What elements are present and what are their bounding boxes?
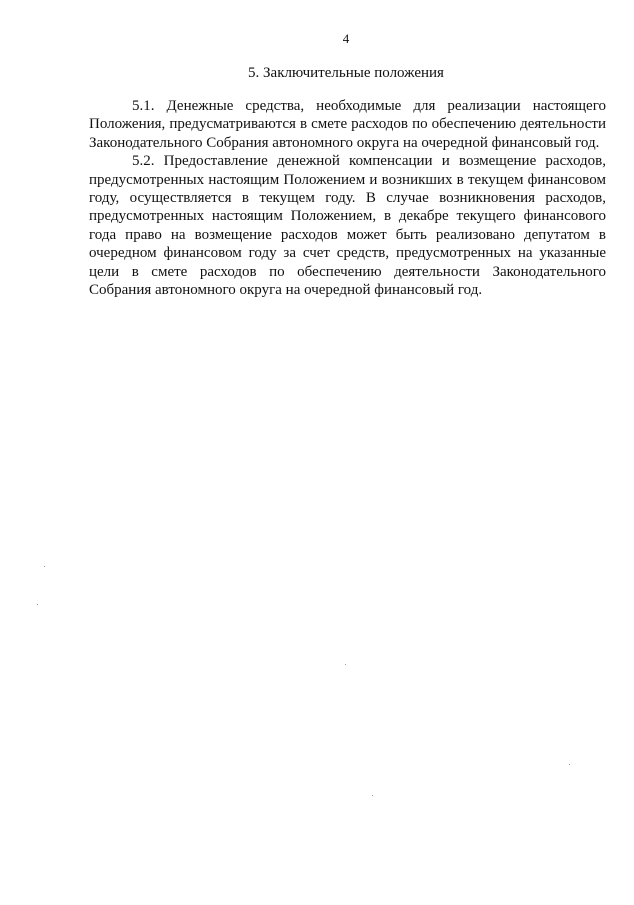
scan-speck	[37, 604, 38, 605]
paragraph-5-1: 5.1. Денежные средства, необходимые для реализации настоящего Положения, предусматриваются в смете расходов по обеспечению деятельности Законодательного Собрания автономного округа на очередной финансовый год.	[89, 98, 606, 151]
scan-speck	[569, 764, 570, 765]
section-title: 5. Заключительные положения	[248, 65, 444, 81]
scan-speck	[345, 664, 346, 665]
scan-speck	[44, 566, 45, 567]
scan-speck	[372, 795, 373, 796]
page-number: 4	[342, 31, 350, 46]
section-body	[89, 97, 606, 299]
paragraph-5-2: 5.2. Предоставление денежной компенсации и возмещение расходов, предусмотренных настоящим Положением и возникших в текущем финансовом году, осуществляется в текущем году. В случае возникновения расходов, предусмотренных настоящим Положением, в декабре текущего финансового года право на возмещение расходов может быть реализовано депутатом в очередном финансовом году за счет средств, предусмотренных на указанные цели в смете расходов по обеспечению деятельности Законодательного Собрания автономного округа на очередной финансовый год.	[89, 153, 606, 299]
